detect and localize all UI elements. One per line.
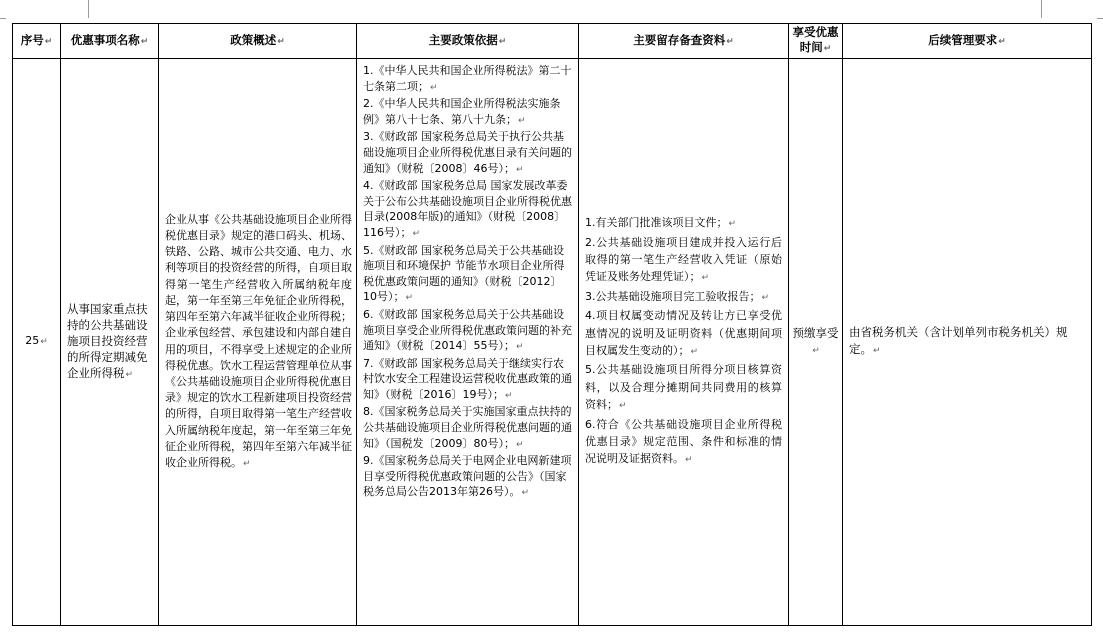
retained-document-item: 3.公共基础设施项目完工验收报告；↵	[585, 289, 770, 303]
policy-basis-item: 4.《财政部 国家税务总局 国家发展改革委关于公布公共基础设施项目企业所得税优惠目录(2008年版)的通知》（财税〔2008〕116号）；↵	[363, 179, 572, 239]
policy-basis-item: 9.《国家税务总局关于电网企业电网新建项目享受所得税优惠政策问题的公告》（国家税务总局公告2013年第26号）。↵	[363, 454, 572, 499]
follow-up-requirements: 由省税务机关（含计划单列市税务机关）规定。↵	[843, 59, 1092, 626]
table-row	[13, 59, 1092, 626]
retained-document-item: 2.公共基础设施项目建成并投入运行后取得的第一笔生产经营收入凭证（原始凭证及账务处理凭证）；↵	[585, 235, 782, 284]
header-item-name: 优惠事项名称↵	[61, 24, 159, 59]
margin-corner-mark	[1097, 18, 1103, 19]
header-follow-up: 后续管理要求↵	[843, 24, 1092, 59]
policy-basis-list	[357, 59, 579, 626]
policy-basis-item: 1.《中华人民共和国企业所得税法》第二十七条第二项；↵	[363, 64, 572, 93]
item-name: 从事国家重点扶持的公共基础设施项目投资经营的所得定期减免企业所得税↵	[61, 59, 159, 626]
header-timing: 享受优惠时间↵	[789, 24, 843, 59]
row-number: 25↵	[13, 59, 61, 626]
policy-basis-item: 2.《中华人民共和国企业所得税法实施条例》第八十七条、第八十九条；↵	[363, 97, 561, 126]
header-row	[13, 24, 1092, 59]
retained-document-item: 4.项目权属变动情况及转让方已享受优惠情况的说明及证明资料（优惠期间项目权属发生变动的）；↵	[585, 309, 782, 357]
header-retained-documents: 主要留存备查资料↵	[579, 24, 789, 59]
margin-corner-mark	[1041, 0, 1042, 18]
margin-corner-mark	[0, 18, 6, 19]
policy-summary: 企业从事《公共基础设施项目企业所得税优惠目录》规定的港口码头、机场、铁路、公路、城市公共交通、电力、水利等项目的投资经营的所得，自项目取得第一笔生产经营收入所属纳税年度起，第一年至第三年免征企业所得税，第四年至第六年减半征收企业所得税；企业承包经营、承包建设和内部自建自用的项目，不得享受上述规定的企业所得税优惠。饮水工程运营管理单位从事《公共基础设施项目企业所得税优惠目录》规定的饮水工程新建项目投资经营的所得，自项目取得第一笔生产经营收入所属纳税年度起，第一年至第三年免征企业所得税，第四年至第六年减半征收企业所得税。↵	[159, 59, 357, 626]
policy-basis-item: 8.《国家税务总局关于实施国家重点扶持的公共基础设施项目企业所得税优惠问题的通知》（国税发〔2009〕80号）；↵	[363, 405, 572, 450]
retained-document-item: 1.有关部门批准该项目文件；↵	[585, 216, 737, 230]
retained-documents-list	[579, 59, 789, 626]
policy-basis-item: 7.《财政部 国家税务总局关于继续实行农村饮水安全工程建设运营税收优惠政策的通知》（财税〔2016〕19号）；↵	[363, 356, 572, 401]
policy-table	[12, 23, 1092, 626]
policy-basis-item: 5.《财政部 国家税务总局关于公共基础设施项目和环境保护 节能节水项目企业所得税优惠政策问题的通知》（财税〔2012〕10号）；↵	[363, 243, 565, 304]
policy-basis-item: 3.《财政部 国家税务总局关于执行公共基础设施项目企业所得税优惠目录有关问题的通知》（财税〔2008〕46号）；↵	[363, 130, 572, 175]
header-number: 序号↵	[13, 24, 61, 59]
margin-corner-mark	[88, 0, 89, 18]
header-policy-basis: 主要政策依据↵	[357, 24, 579, 59]
benefit-timing: 预缴享受↵	[789, 59, 843, 626]
retained-document-item: 5.公共基础设施项目所得分项目核算资料，以及合理分摊期间共同费用的核算资料；↵	[585, 363, 782, 412]
header-policy-summary: 政策概述↵	[159, 24, 357, 59]
retained-document-item: 6.符合《公共基础设施项目企业所得税优惠目录》规定范围、条件和标准的情况说明及证据资料。↵	[585, 417, 782, 466]
policy-basis-item: 6.《财政部 国家税务总局关于公共基础设施项目享受企业所得税优惠政策问题的补充通知》（财税〔2014〕55号）；↵	[363, 307, 572, 353]
